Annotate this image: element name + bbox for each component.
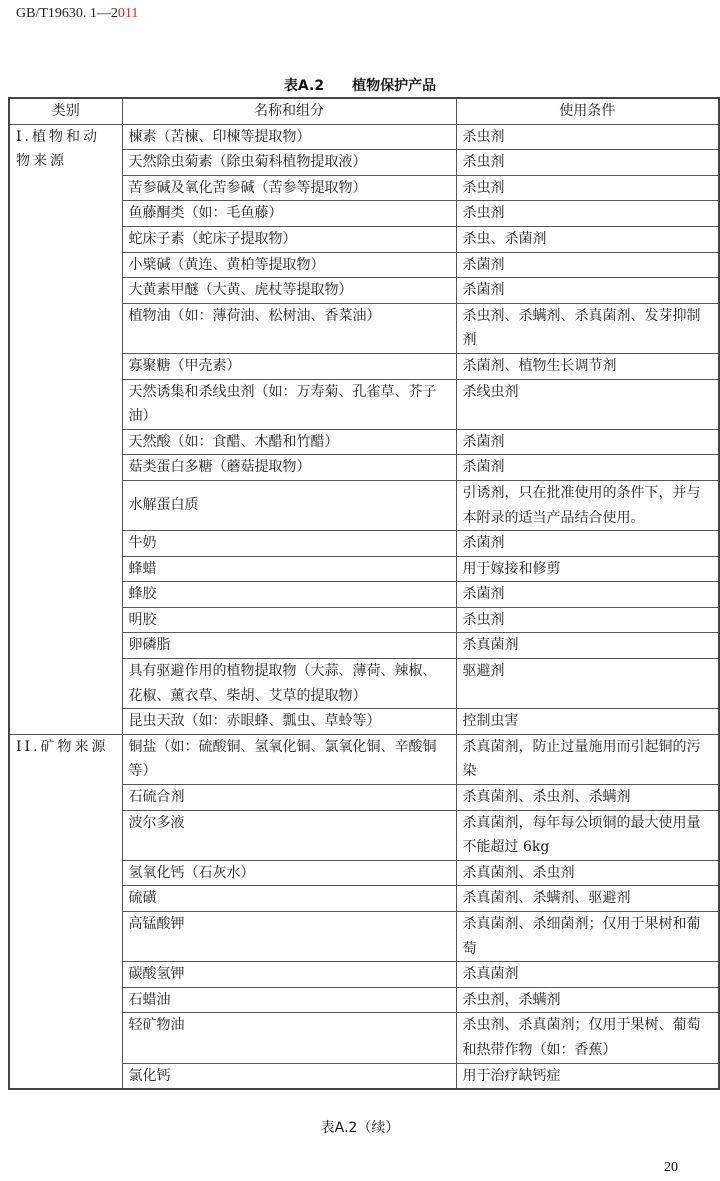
- usage-condition-cell: 杀虫剂: [456, 201, 719, 227]
- product-name-cell: 小檗碱（黄连、黄柏等提取物）: [122, 252, 456, 278]
- usage-condition-cell: 杀真菌剂、杀虫剂: [456, 860, 719, 886]
- product-name-cell: 水解蛋白质: [122, 480, 456, 530]
- usage-condition-cell: 杀菌剂: [456, 531, 719, 557]
- table-continued-caption: 表A.2（续）: [320, 1120, 400, 1136]
- product-name-cell: 蜂蜡: [122, 556, 456, 582]
- product-name-cell: 鱼藤酮类（如：毛鱼藤）: [122, 201, 456, 227]
- product-name-cell: 昆虫天敌（如：赤眼蜂、瓢虫、草蛉等）: [122, 709, 456, 735]
- usage-condition-cell: 杀真菌剂、杀螨剂、驱避剂: [456, 886, 719, 912]
- usage-condition-cell: 杀虫剂，杀螨剂: [456, 987, 719, 1013]
- usage-condition-cell: 杀虫、杀菌剂: [456, 226, 719, 252]
- usage-condition-cell: 控制虫害: [456, 709, 719, 735]
- usage-condition-cell: 杀虫剂、杀螨剂、杀真菌剂、发芽抑制剂: [456, 303, 719, 353]
- product-name-cell: 高锰酸钾: [122, 912, 456, 962]
- document-id-prefix: GB/T19630. 1—2: [16, 6, 118, 21]
- usage-condition-cell: 杀菌剂: [456, 582, 719, 608]
- document-id-year-suffix: 011: [117, 6, 139, 21]
- product-name-cell: 植物油（如：薄荷油、松树油、香菜油）: [122, 303, 456, 353]
- product-name-cell: 菇类蛋白多糖（蘑菇提取物）: [122, 455, 456, 481]
- document-id: [16, 6, 138, 22]
- table-row: [9, 734, 719, 784]
- usage-condition-cell: 杀菌剂: [456, 429, 719, 455]
- product-name-cell: 天然诱集和杀线虫剂（如：万寿菊、孔雀草、芥子油）: [122, 379, 456, 429]
- usage-condition-cell: 杀线虫剂: [456, 379, 719, 429]
- category-label: II.矿物来源: [16, 738, 109, 755]
- plant-protection-products-table: [8, 97, 720, 1090]
- usage-condition-cell: 杀真菌剂: [456, 962, 719, 988]
- product-name-cell: 大黄素甲醚（大黄、虎杖等提取物）: [122, 278, 456, 304]
- product-name-cell: 氢氧化钙（石灰水）: [122, 860, 456, 886]
- usage-condition-cell: 杀虫剂: [456, 124, 719, 150]
- product-name-cell: 硫磺: [122, 886, 456, 912]
- product-name-cell: 天然酸（如：食醋、木醋和竹醋）: [122, 429, 456, 455]
- product-name-cell: 寡聚糖（甲壳素）: [122, 353, 456, 379]
- product-name-cell: 氯化钙: [122, 1063, 456, 1089]
- page-number: 20: [664, 1160, 678, 1175]
- usage-condition-cell: 杀虫剂: [456, 607, 719, 633]
- usage-condition-cell: 杀真菌剂、杀细菌剂；仅用于果树和葡萄: [456, 912, 719, 962]
- usage-condition-cell: 杀菌剂: [456, 278, 719, 304]
- product-name-cell: 明胶: [122, 607, 456, 633]
- table-row: [9, 124, 719, 150]
- table-header-row: [9, 98, 719, 124]
- usage-condition-cell: 杀虫剂、杀真菌剂；仅用于果树、葡萄和热带作物（如：香蕉）: [456, 1013, 719, 1063]
- category-cell: [9, 734, 122, 1089]
- usage-condition-cell: 杀虫剂: [456, 150, 719, 176]
- product-name-cell: 楝素（苦楝、印楝等提取物）: [122, 124, 456, 150]
- column-header-name: 名称和组分: [122, 98, 456, 124]
- product-name-cell: 轻矿物油: [122, 1013, 456, 1063]
- product-name-cell: 天然除虫菊素（除虫菊科植物提取液）: [122, 150, 456, 176]
- usage-condition-cell: 杀真菌剂，每年每公顷铜的最大使用量不能超过 6kg: [456, 810, 719, 860]
- product-name-cell: 蜂胶: [122, 582, 456, 608]
- table-title: [0, 75, 720, 95]
- product-name-cell: 具有驱避作用的植物提取物（大蒜、薄荷、辣椒、花椒、薰衣草、柴胡、艾草的提取物）: [122, 659, 456, 709]
- usage-condition-cell: 用于治疗缺钙症: [456, 1063, 719, 1089]
- usage-condition-cell: 杀真菌剂: [456, 633, 719, 659]
- usage-condition-cell: 用于嫁接和修剪: [456, 556, 719, 582]
- product-name-cell: 波尔多液: [122, 810, 456, 860]
- column-header-category: 类别: [9, 98, 122, 124]
- product-name-cell: 碳酸氢钾: [122, 962, 456, 988]
- usage-condition-cell: 引诱剂，只在批准使用的条件下，并与本附录的适当产品结合使用。: [456, 480, 719, 530]
- usage-condition-cell: 杀真菌剂、杀虫剂、杀螨剂: [456, 785, 719, 811]
- usage-condition-cell: 杀菌剂: [456, 252, 719, 278]
- product-name-cell: 石蜡油: [122, 987, 456, 1013]
- usage-condition-cell: 杀菌剂、植物生长调节剂: [456, 353, 719, 379]
- table-title-text: 植物保护产品: [352, 78, 437, 94]
- product-name-cell: 卵磷脂: [122, 633, 456, 659]
- product-name-cell: 牛奶: [122, 531, 456, 557]
- usage-condition-cell: 杀菌剂: [456, 455, 719, 481]
- category-label: I.植物和动物来源: [16, 128, 100, 170]
- product-name-cell: 苦参碱及氧化苦参碱（苦参等提取物）: [122, 175, 456, 201]
- usage-condition-cell: 杀虫剂: [456, 175, 719, 201]
- table-number: 表A.2: [283, 78, 325, 94]
- column-header-condition: 使用条件: [456, 98, 719, 124]
- usage-condition-cell: 杀真菌剂，防止过量施用而引起铜的污染: [456, 734, 719, 784]
- category-cell: [9, 124, 122, 734]
- product-name-cell: 铜盐（如：硫酸铜、氢氧化铜、氯氧化铜、辛酸铜等）: [122, 734, 456, 784]
- usage-condition-cell: 驱避剂: [456, 659, 719, 709]
- product-name-cell: 石硫合剂: [122, 785, 456, 811]
- product-name-cell: 蛇床子素（蛇床子提取物）: [122, 226, 456, 252]
